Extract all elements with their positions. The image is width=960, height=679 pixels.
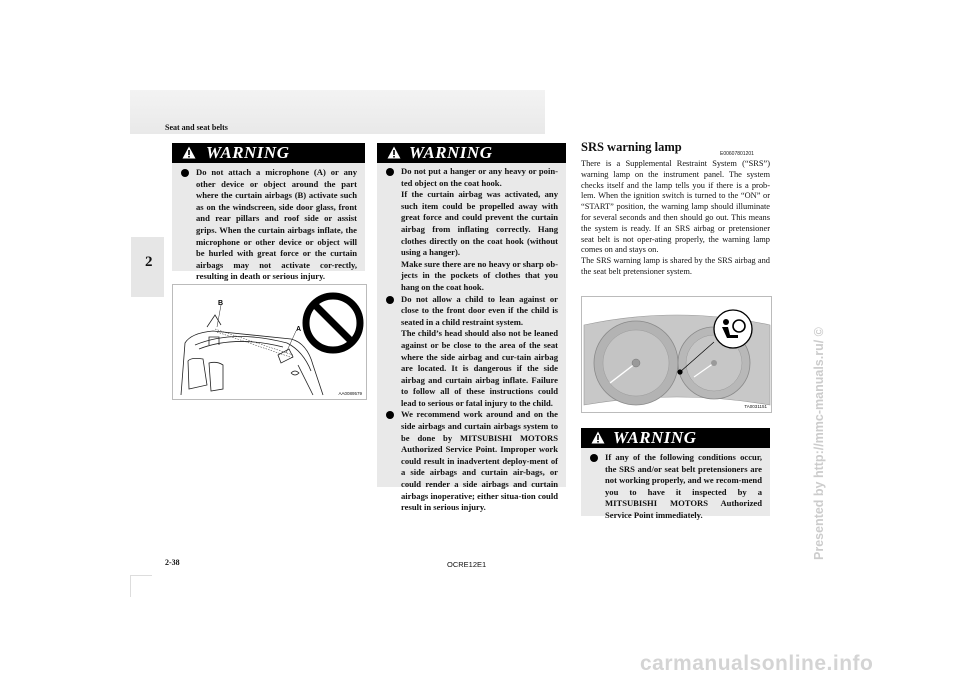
warning-item	[385, 409, 558, 513]
warning-box-1	[172, 143, 365, 282]
warning-text: If any of the following conditions occur, the SRS and/or seat belt pretensioners are not working properly, and we recom-mend you to have it inspected by a MITSUBISHI MOTORS Authorized Service Point immediately.	[605, 452, 762, 520]
instrument-panel-illustration	[582, 297, 771, 412]
figure-curtain-airbag	[172, 284, 367, 400]
label-a: A	[296, 326, 302, 333]
warning-item	[385, 166, 558, 294]
bullet-icon	[386, 411, 394, 419]
warning-text: Do not allow a child to lean against or close to the front door even if the child is seated in a child restraint system.	[401, 293, 558, 327]
section-title: SRS warning lamp	[581, 140, 682, 154]
car-interior-illustration	[173, 285, 366, 399]
warning-box-2	[377, 143, 566, 513]
warning-triangle-icon	[182, 146, 196, 159]
warning-box-3	[581, 428, 770, 520]
figure-instrument-panel	[581, 296, 772, 413]
warning-header	[581, 428, 770, 448]
crop-mark	[130, 575, 152, 576]
warning-header	[377, 143, 566, 163]
bullet-icon	[181, 169, 189, 177]
warning-item	[589, 452, 762, 522]
warning-triangle-icon	[387, 146, 401, 159]
crop-mark	[130, 575, 131, 597]
label-b: B	[218, 300, 224, 307]
prohibition-icon	[306, 296, 360, 350]
warning-text: We recommend work around and on the side airbags and curtain airbags system to be done by MITSUBISHI MOTORS Authorized Service Point. Improper work could result in inadvertent deploy-ment of a side airbags and curtain air-bags, or could render a side airbags and curtain airbags inoperative; either situa-tion could result in serious injury.	[401, 409, 558, 513]
warning-text: Do not attach a microphone (A) or any other device or object around the part where the curtain airbags (B) activate such as on the windscreen, side door glass, front and rear pillars and roof side or assist grips. When the curtain airbags inflate, the microphone or other device or object will be hurled with great force or the curtain airbags may not activate cor-rectly, resulting in death or serious injury.	[196, 167, 357, 282]
warning-title: WARNING	[613, 428, 697, 447]
warning-text: The child’s head should also not be leaned against or be close to the area of the seat where the side airbag and cur-tain airbag are located. It is dangerous if the side airbag and curtain airbag inflate. Failure to follow all of these instructions could lead to serious or fatal injury to the child.	[401, 328, 558, 408]
warning-title: WARNING	[409, 143, 493, 162]
warning-triangle-icon	[591, 431, 605, 444]
chapter-number: 2	[145, 254, 153, 270]
document-code: OCRE12E1	[447, 560, 487, 569]
warning-text: Do not put a hanger or any heavy or poin-ted object on the coat hook.	[401, 166, 558, 188]
warning-text: If the curtain airbag was activated, any such item could be propelled away with great force and could prevent the curtain airbag from inflating correctly. Hang clothes directly on the coat hook (without using a hanger).	[401, 189, 558, 258]
bullet-icon	[386, 168, 394, 176]
warning-title: WARNING	[206, 143, 290, 162]
figure-code: AA0089579	[338, 391, 362, 396]
srs-airbag-icon	[714, 310, 752, 348]
bullet-icon	[386, 296, 394, 304]
body-paragraph: The SRS warning lamp is shared by the SRS airbag and the seat belt pretensioner system.	[581, 256, 770, 276]
warning-text: Make sure there are no heavy or sharp ob-jects in the pockets of clothes that you hang on the coat hook.	[401, 258, 558, 292]
watermark-text: carmanualsonline.info	[640, 652, 874, 675]
figure-code: TA0031151	[744, 404, 767, 409]
section-header: Seat and seat belts	[165, 123, 228, 132]
page-number: 2-38	[165, 558, 180, 567]
body-paragraph: There is a Supplemental Restraint System (“SRS”) warning lamp on the instrument panel. The system checks itself and the lamp tells you if there is a prob-lem. When the ignition switch is turned to the “ON” or “START” position, the warning lamp should illuminate for several seconds and then should go out. This means the system is ready. If an SRS airbag or pretensioner seat belt is not oper-ating properly, the warning lamp comes on and stays on.	[581, 159, 770, 255]
warning-item	[180, 167, 357, 283]
warning-header	[172, 143, 365, 163]
bullet-icon	[590, 454, 598, 462]
side-credit-text: Presented by http://mmc-manuals.ru/ ©	[812, 327, 826, 560]
warning-item	[385, 294, 558, 410]
section-body	[581, 159, 770, 278]
section-code: E00607801201	[720, 151, 754, 157]
